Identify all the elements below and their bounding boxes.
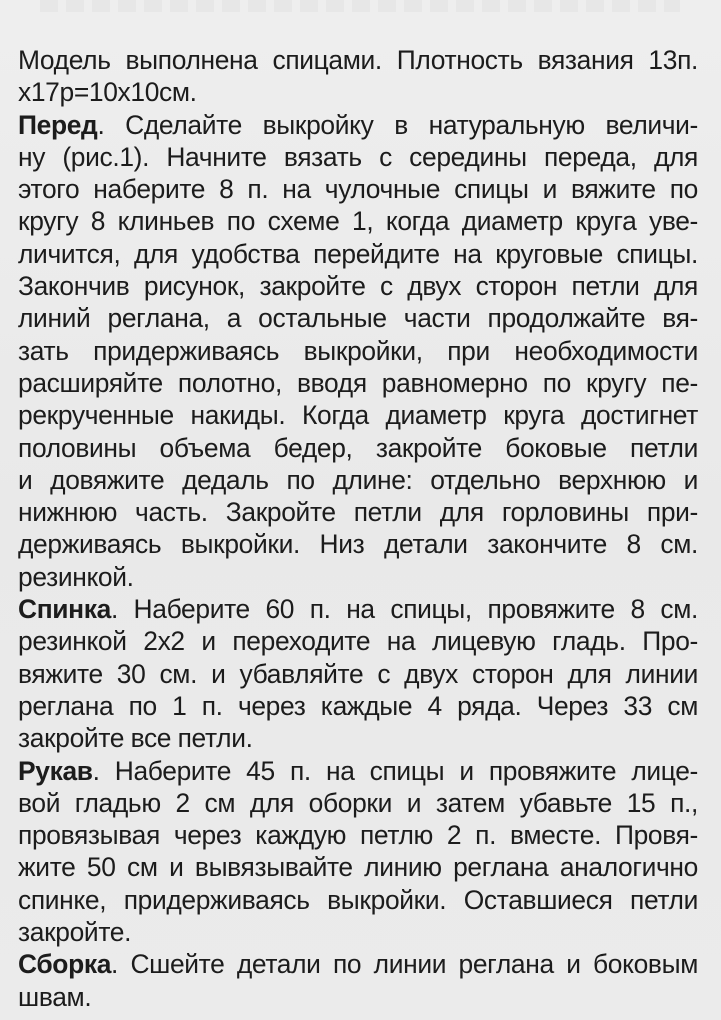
front-line: резинкой.	[18, 561, 134, 592]
front-line: Закончив рисунок, закройте с двух сторон петли для	[18, 271, 698, 302]
sleeve-line: вой гладью 2 см для оборки и затем убавьте 15 п.,	[18, 787, 698, 818]
front-line: линий реглана, а остальные части продолжайте вя-	[18, 303, 698, 334]
front-line: кругу 8 клиньев по схеме 1, когда диаметр круга уве-	[18, 206, 698, 237]
front-line: держиваясь выкройки. Низ детали закончите 8 см.	[18, 529, 698, 560]
knitting-instructions	[18, 44, 698, 1013]
back-line: закройте все петли.	[18, 723, 253, 754]
section-heading-assembly: Сборка	[18, 949, 112, 980]
sleeve-line: спинке, придерживаясь выкройки. Оставшиеся петли	[18, 884, 698, 915]
front-first-line-text: . Сделайте выкройку в натуральную величи-	[97, 109, 698, 140]
back-line: вяжите 30 см. и убавляйте с двух сторон для линии	[18, 658, 698, 689]
sleeve-line: провязывая через каждую петлю 2 п. вместе. Провя-	[18, 820, 698, 851]
front-first-line	[18, 109, 698, 141]
back-first-line	[18, 593, 698, 625]
front-line: ну (рис.1). Начните вязать с середины переда, для	[18, 141, 698, 172]
section-heading-front: Перед	[18, 109, 98, 140]
front-line: нижнюю часть. Закройте петли для горловины при-	[18, 497, 698, 528]
sleeve-first-line	[18, 755, 698, 787]
sleeve-line: закройте.	[18, 917, 132, 948]
section-heading-back: Спинка	[18, 594, 111, 625]
intro-line: х17р=10х10см.	[18, 77, 197, 108]
assembly-first-line-text: . Сшейте детали по линии реглана и боковым	[111, 949, 698, 980]
assembly-line: швам.	[18, 981, 92, 1012]
front-line: зать придерживаясь выкройки, при необходимости	[18, 335, 698, 366]
front-line: рекрученные накиды. Когда диаметр круга достигнет	[18, 400, 698, 431]
intro-line: Модель выполнена спицами. Плотность вязания 13п.	[18, 45, 698, 75]
front-line: и довяжите дедаль по длине: отдельно верхнюю и	[18, 464, 698, 495]
front-line: личится, для удобства перейдите на круговые спицы.	[18, 238, 698, 269]
back-line: резинкой 2х2 и переходите на лицевую гладь. Про-	[18, 626, 698, 657]
sleeve-line: жите 50 см и вывязывайте линию реглана аналогично	[18, 852, 698, 883]
front-line: этого наберите 8 п. на чулочные спицы и вяжите по	[18, 174, 698, 205]
sleeve-first-line-text: . Наберите 45 п. на спицы и провяжите лице-	[92, 755, 698, 786]
bleed-through-text	[40, 0, 680, 12]
back-line: реглана по 1 п. через каждые 4 ряда. Через 33 см	[18, 690, 698, 721]
assembly-first-line	[18, 948, 698, 980]
front-line: расширяйте полотно, вводя равномерно по кругу пе-	[18, 367, 698, 398]
back-first-line-text: . Наберите 60 п. на спицы, провяжите 8 см.	[110, 594, 698, 625]
section-heading-sleeve: Рукав	[18, 755, 93, 786]
front-line: половины объема бедер, закройте боковые петли	[18, 432, 698, 463]
